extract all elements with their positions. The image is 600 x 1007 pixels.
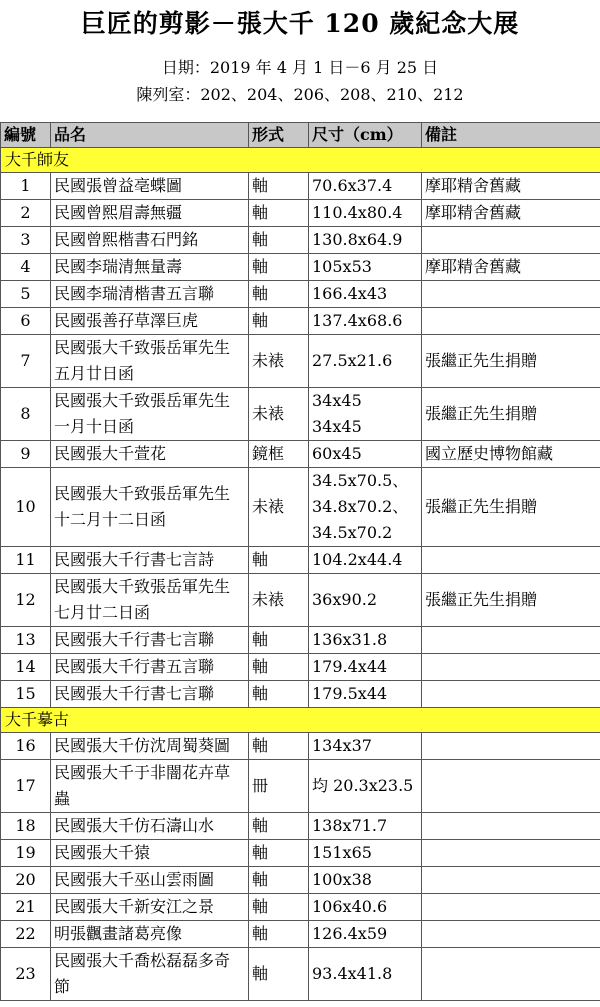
item-number: 4 xyxy=(1,254,51,281)
table-row xyxy=(1,627,600,654)
item-note xyxy=(422,840,600,867)
item-number: 22 xyxy=(1,921,51,948)
item-title-line: 民國張大千致張岳軍先生 xyxy=(54,391,231,410)
table-row xyxy=(1,254,600,281)
item-size xyxy=(309,468,422,547)
header-note: 備註 xyxy=(422,123,600,148)
item-note xyxy=(422,921,600,948)
item-size xyxy=(309,308,422,335)
item-note xyxy=(422,308,600,335)
item-size-line: 34.5x70.2 xyxy=(312,523,393,542)
table-row xyxy=(1,574,600,627)
item-size-line: 70.6x37.4 xyxy=(312,176,393,195)
item-title-line: 民國曾熙楷書石門銘 xyxy=(54,230,199,249)
item-size-line: 34x45 xyxy=(312,391,362,410)
item-number: 14 xyxy=(1,654,51,681)
table-row xyxy=(1,894,600,921)
item-size-line: 93.4x41.8 xyxy=(312,964,393,983)
item-number: 10 xyxy=(1,468,51,547)
item-title xyxy=(51,441,249,468)
item-title xyxy=(51,681,249,708)
item-size-line: 106x40.6 xyxy=(312,897,388,916)
table-row xyxy=(1,733,600,760)
item-title xyxy=(51,254,249,281)
item-size xyxy=(309,894,422,921)
item-title-line: 民國曾熙眉壽無疆 xyxy=(54,203,183,222)
table-row xyxy=(1,441,600,468)
item-note xyxy=(422,654,600,681)
item-form: 軸 xyxy=(249,681,309,708)
item-title-line: 民國李瑞清無量壽 xyxy=(54,257,183,276)
item-size-line: 100x38 xyxy=(312,870,372,889)
table-header-row xyxy=(1,123,600,148)
item-title-line: 民國張大千新安江之景 xyxy=(54,897,215,916)
item-number: 15 xyxy=(1,681,51,708)
table-row xyxy=(1,681,600,708)
item-size-line: 137.4x68.6 xyxy=(312,311,403,330)
item-size-line: 179.5x44 xyxy=(312,684,388,703)
item-number: 18 xyxy=(1,813,51,840)
item-size xyxy=(309,733,422,760)
table-row xyxy=(1,840,600,867)
header-number: 編號 xyxy=(1,123,51,148)
item-title xyxy=(51,335,249,388)
item-number: 5 xyxy=(1,281,51,308)
header-size: 尺寸（cm） xyxy=(309,123,422,148)
item-size xyxy=(309,654,422,681)
item-size-line: 126.4x59 xyxy=(312,924,388,943)
item-title-line: 七月廿二日函 xyxy=(54,603,151,622)
item-title xyxy=(51,948,249,1001)
item-note xyxy=(422,547,600,574)
item-number: 3 xyxy=(1,227,51,254)
item-title-line: 民國張大千仿石濤山水 xyxy=(54,816,215,835)
item-size xyxy=(309,281,422,308)
item-form: 冊 xyxy=(249,760,309,813)
item-title xyxy=(51,921,249,948)
section-header-row xyxy=(1,708,600,733)
item-size-line: 34.8x70.2、 xyxy=(312,497,409,516)
item-form: 軸 xyxy=(249,840,309,867)
item-form: 軸 xyxy=(249,654,309,681)
section-title: 大千師友 xyxy=(1,148,600,173)
item-note: 張繼正先生捐贈 xyxy=(422,574,600,627)
item-title-line: 民國張大千于非闇花卉草 xyxy=(54,763,231,782)
item-note: 張繼正先生捐贈 xyxy=(422,468,600,547)
item-title-line: 民國張大千巫山雲雨圖 xyxy=(54,870,215,889)
item-note: 張繼正先生捐贈 xyxy=(422,335,600,388)
item-form: 軸 xyxy=(249,867,309,894)
item-title xyxy=(51,840,249,867)
item-size xyxy=(309,813,422,840)
item-form: 未裱 xyxy=(249,335,309,388)
item-number: 20 xyxy=(1,867,51,894)
item-note: 摩耶精舍舊藏 xyxy=(422,200,600,227)
item-size-line: 27.5x21.6 xyxy=(312,351,393,370)
item-number: 17 xyxy=(1,760,51,813)
item-title xyxy=(51,894,249,921)
item-size-line: 60x45 xyxy=(312,444,362,463)
table-row xyxy=(1,227,600,254)
page-title: 巨匠的剪影－張大千 120 歲紀念大展 xyxy=(80,9,520,38)
item-size-line: 179.4x44 xyxy=(312,657,388,676)
item-title xyxy=(51,654,249,681)
item-form: 軸 xyxy=(249,254,309,281)
item-title xyxy=(51,468,249,547)
table-row xyxy=(1,173,600,200)
table-row xyxy=(1,948,600,1001)
item-title-line: 明張飌畫諸葛亮像 xyxy=(54,924,183,943)
item-note: 張繼正先生捐贈 xyxy=(422,388,600,441)
item-number: 2 xyxy=(1,200,51,227)
item-form: 軸 xyxy=(249,173,309,200)
item-title xyxy=(51,173,249,200)
item-number: 9 xyxy=(1,441,51,468)
item-title-line: 民國張大千萱花 xyxy=(54,444,167,463)
item-note xyxy=(422,894,600,921)
item-title-line: 節 xyxy=(54,977,71,996)
item-title xyxy=(51,574,249,627)
item-size-line: 34x45 xyxy=(312,417,362,436)
item-form: 軸 xyxy=(249,948,309,1001)
table-row xyxy=(1,200,600,227)
section-header-row xyxy=(1,148,600,173)
item-number: 16 xyxy=(1,733,51,760)
item-note xyxy=(422,867,600,894)
item-form: 軸 xyxy=(249,627,309,654)
item-form: 軸 xyxy=(249,227,309,254)
item-number: 7 xyxy=(1,335,51,388)
item-form: 軸 xyxy=(249,200,309,227)
item-size-line: 151x65 xyxy=(312,843,372,862)
item-title xyxy=(51,388,249,441)
item-note xyxy=(422,948,600,1001)
item-title-line: 民國李瑞清楷書五言聯 xyxy=(54,284,215,303)
table-row xyxy=(1,654,600,681)
item-size xyxy=(309,335,422,388)
item-form: 軸 xyxy=(249,281,309,308)
item-note xyxy=(422,733,600,760)
item-size xyxy=(309,840,422,867)
item-size xyxy=(309,948,422,1001)
item-title xyxy=(51,867,249,894)
item-size-line: 110.4x80.4 xyxy=(312,203,403,222)
item-size-line: 138x71.7 xyxy=(312,816,388,835)
item-form: 未裱 xyxy=(249,388,309,441)
item-size-line: 134x37 xyxy=(312,736,372,755)
item-title-line: 民國張大千仿沈周蜀葵圖 xyxy=(54,736,231,755)
item-size-line: 166.4x43 xyxy=(312,284,388,303)
item-title-line: 民國張大千行書七言詩 xyxy=(54,550,215,569)
item-size xyxy=(309,173,422,200)
item-title xyxy=(51,547,249,574)
table-row xyxy=(1,867,600,894)
item-title-line: 民國張曾益亳蝶圖 xyxy=(54,176,183,195)
item-size-line: 136x31.8 xyxy=(312,630,388,649)
item-number: 6 xyxy=(1,308,51,335)
item-title-line: 民國張大千致張岳軍先生 xyxy=(54,577,231,596)
item-note xyxy=(422,813,600,840)
item-title-line: 民國張大千致張岳軍先生 xyxy=(54,484,231,503)
item-size xyxy=(309,200,422,227)
item-size-line: 34.5x70.5、 xyxy=(312,471,409,490)
item-number: 11 xyxy=(1,547,51,574)
item-number: 19 xyxy=(1,840,51,867)
item-title-line: 蟲 xyxy=(54,789,71,808)
item-note xyxy=(422,681,600,708)
item-size xyxy=(309,547,422,574)
item-title-line: 民國張善孖草澤巨虎 xyxy=(54,311,199,330)
item-title-line: 民國張大千致張岳軍先生 xyxy=(54,338,231,357)
item-size xyxy=(309,681,422,708)
item-size-line: 均 20.3x23.5 xyxy=(312,776,414,795)
item-title xyxy=(51,227,249,254)
item-note: 摩耶精舍舊藏 xyxy=(422,254,600,281)
item-size xyxy=(309,227,422,254)
item-form: 軸 xyxy=(249,894,309,921)
table-row xyxy=(1,547,600,574)
item-size xyxy=(309,388,422,441)
exhibition-rooms: 陳列室：202、204、206、208、210、212 xyxy=(136,85,464,104)
item-title xyxy=(51,281,249,308)
item-size xyxy=(309,921,422,948)
item-title-line: 民國張大千行書七言聯 xyxy=(54,630,215,649)
table-row xyxy=(1,335,600,388)
table-row xyxy=(1,388,600,441)
item-form: 鏡框 xyxy=(249,441,309,468)
item-size-line: 105x53 xyxy=(312,257,372,276)
item-number: 12 xyxy=(1,574,51,627)
item-form: 未裱 xyxy=(249,574,309,627)
item-title-line: 民國張大千行書七言聯 xyxy=(54,684,215,703)
item-note xyxy=(422,627,600,654)
item-number: 21 xyxy=(1,894,51,921)
item-number: 13 xyxy=(1,627,51,654)
item-form: 軸 xyxy=(249,921,309,948)
item-number: 23 xyxy=(1,948,51,1001)
item-title xyxy=(51,813,249,840)
item-size xyxy=(309,254,422,281)
header-title: 品名 xyxy=(51,123,249,148)
item-note: 國立歷史博物館藏 xyxy=(422,441,600,468)
item-title-line: 民國張大千猿 xyxy=(54,843,151,862)
item-note xyxy=(422,227,600,254)
item-title-line: 五月廿日函 xyxy=(54,364,135,383)
item-size xyxy=(309,867,422,894)
section-title: 大千摹古 xyxy=(1,708,600,733)
exhibit-table xyxy=(0,122,600,1001)
item-note: 摩耶精舍舊藏 xyxy=(422,173,600,200)
item-size xyxy=(309,760,422,813)
item-form: 軸 xyxy=(249,813,309,840)
item-title-line: 一月十日函 xyxy=(54,417,135,436)
item-number: 1 xyxy=(1,173,51,200)
item-form: 未裱 xyxy=(249,468,309,547)
table-row xyxy=(1,281,600,308)
item-size-line: 36x90.2 xyxy=(312,590,378,609)
item-title xyxy=(51,760,249,813)
table-row xyxy=(1,468,600,547)
exhibition-dates: 日期：2019 年 4 月 1 日－6 月 25 日 xyxy=(161,58,439,77)
item-note xyxy=(422,760,600,813)
item-title xyxy=(51,308,249,335)
item-form: 軸 xyxy=(249,308,309,335)
item-title-line: 十二月十二日函 xyxy=(54,510,167,529)
item-title-line: 民國張大千喬松磊磊多奇 xyxy=(54,951,231,970)
item-form: 軸 xyxy=(249,733,309,760)
item-note xyxy=(422,281,600,308)
item-size-line: 130.8x64.9 xyxy=(312,230,403,249)
table-row xyxy=(1,308,600,335)
table-row xyxy=(1,760,600,813)
item-form: 軸 xyxy=(249,547,309,574)
item-number: 8 xyxy=(1,388,51,441)
item-size xyxy=(309,574,422,627)
item-title xyxy=(51,733,249,760)
table-row xyxy=(1,921,600,948)
item-size-line: 104.2x44.4 xyxy=(312,550,403,569)
table-row xyxy=(1,813,600,840)
exhibit-table-body xyxy=(1,123,600,1001)
item-title-line: 民國張大千行書五言聯 xyxy=(54,657,215,676)
item-title xyxy=(51,200,249,227)
item-size xyxy=(309,441,422,468)
item-size xyxy=(309,627,422,654)
header-form: 形式 xyxy=(249,123,309,148)
item-title xyxy=(51,627,249,654)
